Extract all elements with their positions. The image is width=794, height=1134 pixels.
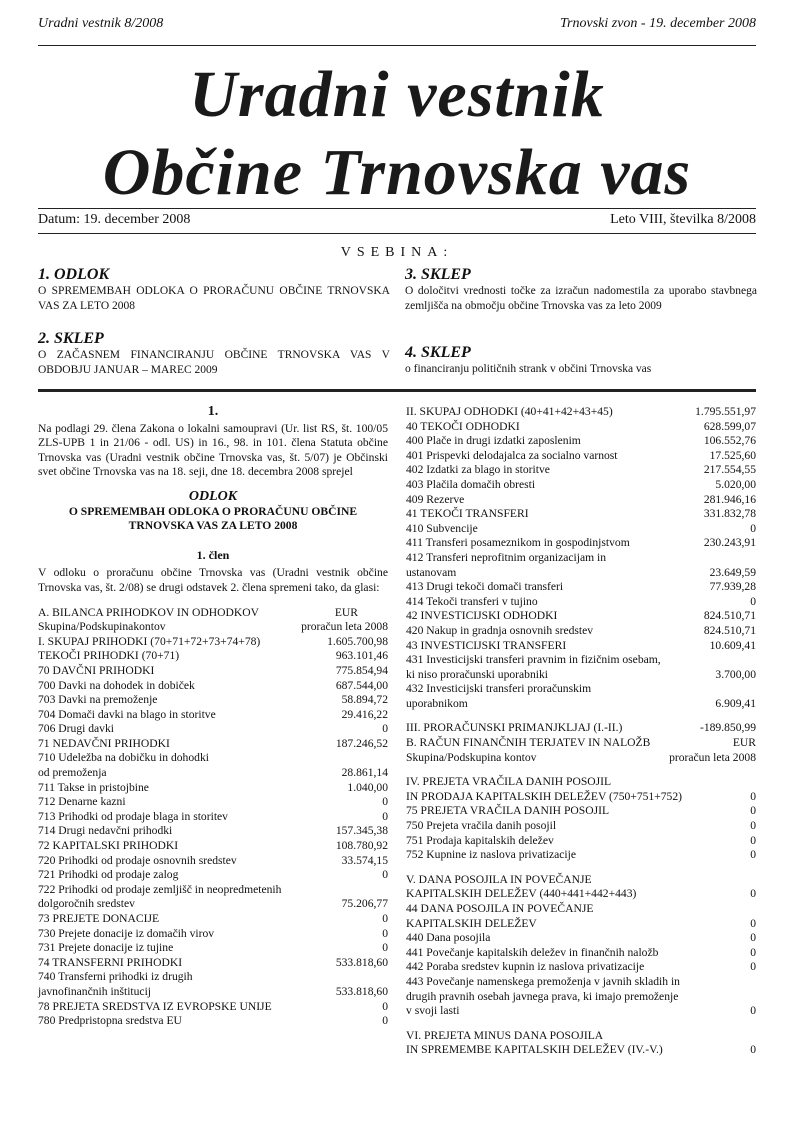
row-value: 217.554,55 (703, 463, 756, 477)
table-row (38, 766, 388, 781)
contents-item-head: 4. SKLEP (405, 344, 471, 361)
row-value: 0 (382, 941, 388, 955)
row-label: 713 Prihodki od prodaje blaga in storitev (38, 809, 228, 823)
row-value: 687.544,00 (335, 678, 388, 692)
row-label: od premoženja (38, 766, 107, 780)
table-row (406, 682, 756, 697)
row-label: 712 Denarne kazni (38, 795, 126, 809)
row-value: 331.832,78 (703, 507, 756, 521)
table-row (406, 668, 756, 683)
row-label: 75 PREJETA VRAČILA DANIH POSOJIL (406, 804, 610, 818)
row-label: IV. PREJETA VRAČILA DANIH POSOJIL (406, 775, 612, 789)
row-value: 108.780,92 (335, 839, 388, 853)
row-label: 71 NEDAVČNI PRIHODKI (38, 736, 170, 750)
clen-title: 1. člen (196, 547, 230, 562)
row-value: -189.850,99 (699, 721, 756, 735)
odlok-title: ODLOK (188, 488, 238, 504)
row-label: 420 Nakup in gradnja osnovnih sredstev (406, 623, 594, 637)
table-row (38, 883, 388, 898)
table-row (38, 970, 388, 985)
table-row (38, 693, 388, 708)
section-a-header (38, 606, 388, 621)
table-row (38, 1000, 388, 1015)
row-value: 0 (750, 819, 756, 833)
table-row (406, 848, 756, 863)
odlok-subtitle: O SPREMEMBAH ODLOKA O PRORAČUNU OBČINE TRNOVSKA VAS ZA LETO 2008 (68, 504, 358, 533)
left-column (38, 405, 388, 1029)
row-value: 77.939,28 (709, 580, 756, 594)
table-row (406, 775, 756, 790)
table-row (406, 697, 756, 712)
table-row (38, 664, 388, 679)
contents-item-text: O ZAČASNEM FINANCIRANJU OBČINE TRNOVSKA VAS V OBDOBJU JANUAR – MAREC 2009 (38, 349, 390, 376)
row-value: 58.894,72 (341, 693, 388, 707)
row-label: 414 Tekoči transferi v tujino (406, 594, 538, 608)
row-value: 281.946,16 (703, 492, 756, 506)
table-row (406, 493, 756, 508)
row-value: 0 (382, 868, 388, 882)
table-row (406, 405, 756, 420)
row-label: KAPITALSKIH DELEŽEV (406, 916, 537, 930)
issue-date: Datum: 19. december 2008 (38, 212, 191, 227)
table-row (406, 902, 756, 917)
section-a-title: A. BILANCA PRIHODKOV IN ODHODKOV (38, 605, 260, 619)
table-row (38, 1014, 388, 1029)
row-value: 824.510,71 (703, 623, 756, 637)
table-row (406, 566, 756, 581)
row-value: 533.818,60 (335, 955, 388, 969)
table-row (38, 751, 388, 766)
contents-rule (38, 389, 756, 392)
masthead-title-line1: Uradni vestnik (189, 58, 605, 131)
contents-item-head: 3. SKLEP (405, 266, 471, 283)
row-label: 44 DANA POSOJILA IN POVEČANJE (406, 902, 594, 915)
row-value: 3.700,00 (715, 667, 756, 681)
right-column (406, 405, 756, 1058)
table-row (406, 609, 756, 624)
row-value: 628.599,07 (703, 419, 756, 433)
table-row (38, 854, 388, 869)
row-value: 0 (750, 931, 756, 945)
row-value: 6.909,41 (715, 696, 756, 710)
table-row (38, 927, 388, 942)
table-row (406, 580, 756, 595)
table-row (38, 679, 388, 694)
table-row (406, 751, 756, 766)
table-row (406, 721, 756, 736)
expenditure-table (406, 405, 756, 711)
section-a-subheader (38, 620, 388, 635)
table-row (406, 917, 756, 932)
row-label: 402 Izdatki za blago in storitve (406, 463, 550, 477)
table-row (38, 737, 388, 752)
row-value: 0 (750, 1043, 756, 1057)
row-label: 413 Drugi tekoči domači transferi (406, 580, 564, 594)
row-label: ki niso proračunski uporabniki (406, 667, 549, 681)
row-value: 5.020,00 (715, 477, 756, 491)
table-row (406, 551, 756, 566)
row-label: 70 DAVČNI PRIHODKI (38, 663, 155, 677)
row-label: 441 Povečanje kapitalskih deležev in finančnih naložb (406, 945, 659, 959)
row-value: 0 (382, 795, 388, 809)
table-row (38, 810, 388, 825)
masthead-rule (38, 208, 756, 209)
header-rule (38, 45, 756, 46)
row-value: 533.818,60 (335, 984, 388, 998)
table-row (38, 868, 388, 883)
row-label: VI. PREJETA MINUS DANA POSOJILA (406, 1028, 604, 1042)
row-label: III. PRORAČUNSKI PRIMANJKLJAJ (I.-II.) (406, 721, 623, 735)
table-row (38, 912, 388, 927)
row-label: 721 Prihodki od prodaje zalog (38, 868, 179, 882)
deficit-table (406, 721, 756, 765)
row-label: 750 Prejeta vračila danih posojil (406, 819, 557, 833)
contents-item (405, 266, 757, 314)
row-label: V. DANA POSOJILA IN POVEČANJE (406, 872, 592, 886)
row-value: 775.854,94 (335, 663, 388, 677)
row-label: 403 Plačila domačih obresti (406, 477, 536, 491)
row-value: 106.552,76 (703, 434, 756, 448)
row-value: 0 (750, 833, 756, 847)
contents-item (38, 330, 390, 378)
table-row (38, 956, 388, 971)
table-row (406, 595, 756, 610)
row-label: 714 Drugi nedavčni prihodki (38, 824, 173, 838)
row-label: 722 Prihodki od prodaje zemljišč in neopredmetenih (38, 882, 282, 896)
row-label: 78 PREJETA SREDSTVA IZ EVROPSKE UNIJE (38, 999, 272, 1013)
row-value: 1.795.551,97 (695, 405, 756, 418)
table-row (406, 624, 756, 639)
row-label: IN PRODAJA KAPITALSKIH DELEŽEV (750+751+752) (406, 789, 683, 803)
row-value: 0 (750, 887, 756, 901)
contents-item-head: 2. SKLEP (38, 330, 104, 347)
section-a-group: Skupina/Podskupinakontov (38, 620, 166, 634)
table-row (38, 635, 388, 650)
table-row (38, 824, 388, 839)
row-value: 0 (750, 1004, 756, 1018)
row-value: 1.040,00 (347, 780, 388, 794)
section-a-currency: EUR (334, 605, 358, 619)
row-label: 706 Drugi davki (38, 722, 114, 736)
row-value: 0 (750, 916, 756, 930)
row-label: 703 Davki na premoženje (38, 693, 158, 707)
contents-item (405, 344, 757, 377)
row-value: 157.345,38 (335, 824, 388, 838)
row-value: 0 (750, 594, 756, 608)
article-number: 1. (207, 404, 219, 419)
row-value: 0 (382, 912, 388, 925)
row-value: 0 (382, 722, 388, 736)
row-label: drugih pravnih osebah javnega prava, ki imajo premoženje (406, 989, 679, 1003)
row-label: 443 Povečanje namenskega premoženja v javnih skladih in (406, 974, 680, 988)
row-label: 780 Predpristopna sredstva EU (38, 1014, 182, 1028)
row-value: proračun leta 2008 (669, 750, 756, 764)
row-value: 10.609,41 (709, 638, 756, 652)
row-label: Skupina/Podskupina kontov (406, 750, 537, 764)
row-value: 29.416,22 (341, 707, 388, 721)
row-label: IN SPREMEMBE KAPITALSKIH DELEŽEV (IV.-V.) (406, 1043, 663, 1057)
row-label: B. RAČUN FINANČNIH TERJATEV IN NALOŽB (406, 736, 651, 750)
table-row (406, 790, 756, 805)
row-label: v svoji lasti (406, 1004, 460, 1018)
table-row (38, 708, 388, 723)
row-label: 700 Davki na dohodek in dobiček (38, 678, 195, 692)
contents-heading: VSEBINA: (340, 245, 454, 260)
table-row (406, 819, 756, 834)
table-row (38, 897, 388, 912)
row-value: 75.206,77 (341, 897, 388, 911)
row-value: 963.101,46 (335, 649, 388, 663)
row-value: 33.574,15 (341, 853, 388, 867)
row-value: EUR (732, 736, 756, 750)
table-row (406, 834, 756, 849)
row-label: 711 Takse in pristojbine (38, 780, 149, 794)
table-row (406, 990, 756, 1005)
row-value: 28.861,14 (341, 766, 388, 780)
table-row (406, 736, 756, 751)
running-header-right: Trnovski zvon - 19. december 2008 (560, 16, 756, 31)
table-row (406, 1043, 756, 1058)
row-value: 230.243,91 (703, 536, 756, 550)
table-row (38, 722, 388, 737)
row-label: 74 TRANSFERNI PRIHODKI (38, 955, 183, 969)
table-row (406, 887, 756, 902)
row-label: 400 Plače in drugi izdatki zaposlenim (406, 434, 581, 448)
row-label: TEKOČI PRIHODKI (70+71) (38, 649, 180, 663)
table-row (406, 434, 756, 449)
revenue-table (38, 635, 388, 1029)
row-value: 0 (750, 945, 756, 959)
table-row (406, 507, 756, 522)
row-label: 410 Subvencije (406, 521, 478, 535)
contents-item (38, 266, 390, 314)
row-label: 43 INVESTICIJSKI TRANSFERI (406, 638, 567, 652)
row-value: 0 (750, 848, 756, 862)
table-row (406, 946, 756, 961)
row-value: 0 (382, 999, 388, 1013)
table-row (406, 449, 756, 464)
row-label: 730 Prejete donacije iz domačih virov (38, 926, 215, 940)
table-row (38, 649, 388, 664)
row-label: 412 Transferi neprofitnim organizacijam in (406, 550, 607, 564)
contents-item-text: O SPREMEMBAH ODLOKA O PRORAČUNU OBČINE TRNOVSKA VAS ZA LETO 2008 (38, 285, 390, 312)
row-label: 731 Prejete donacije iz tujine (38, 941, 174, 955)
table-row (406, 975, 756, 990)
meta-rule (38, 233, 756, 234)
row-label: javnofinančnih inštitucij (38, 984, 152, 998)
row-label: 409 Rezerve (406, 492, 465, 506)
row-value: 0 (750, 804, 756, 818)
running-header-left: Uradni vestnik 8/2008 (38, 16, 164, 31)
table-row (406, 653, 756, 668)
table-row (406, 536, 756, 551)
row-value: 0 (750, 960, 756, 974)
contents-item-text: o financiranju političnih strank v občini Trnovska vas (405, 363, 652, 375)
row-value: 17.525,60 (709, 448, 756, 462)
row-label: 401 Prispevki delodajalca za socialno varnost (406, 448, 618, 462)
row-label: II. SKUPAJ ODHODKI (40+41+42+43+45) (406, 405, 613, 418)
contents-item-head: 1. ODLOK (38, 266, 110, 283)
row-value: 0 (382, 809, 388, 823)
row-label: 411 Transferi posameznikom in gospodinjstvom (406, 536, 630, 550)
table-row (38, 795, 388, 810)
row-value: 0 (382, 926, 388, 940)
table-row (406, 960, 756, 975)
table-row (38, 941, 388, 956)
row-label: 73 PREJETE DONACIJE (38, 912, 160, 925)
table-row (406, 1029, 756, 1044)
row-label: 752 Kupnine iz naslova privatizacije (406, 848, 576, 862)
masthead-title-line2: Občine Trnovska vas (102, 136, 692, 209)
row-label: 740 Transferni prihodki iz drugih (38, 970, 193, 984)
row-value: 1.605.700,98 (327, 634, 388, 648)
row-label: 432 Investicijski transferi proračunskim (406, 682, 592, 696)
table-row (406, 873, 756, 888)
table-row (406, 1004, 756, 1019)
row-label: KAPITALSKIH DELEŽEV (440+441+442+443) (406, 887, 637, 901)
row-label: I. SKUPAJ PRIHODKI (70+71+72+73+74+78) (38, 634, 261, 648)
table-row (38, 839, 388, 854)
table-row (406, 804, 756, 819)
row-label: ustanovam (406, 565, 457, 579)
row-label: 431 Investicijski transferi pravnim in fizičnim osebam, (406, 653, 661, 667)
table-row (406, 478, 756, 493)
table-row (406, 463, 756, 478)
row-label: 440 Dana posojila (406, 931, 491, 945)
table-row (38, 781, 388, 796)
row-value: 0 (750, 521, 756, 535)
loans-returned-table (406, 775, 756, 863)
article-intro: Na podlagi 29. člena Zakona o lokalni samoupravi (Ur. list RS, št. 100/05 ZLS-UPB 1 in 21/06 - odl. US) in 16., 98. in 101. člena Statuta občine Trnovska vas (Uradni vestnik občine Trnovska vas, št. 5/07) je Občinski svet občine Trnovska vas na 18. seji, dne 18. decembra 2008 sprejel (38, 421, 388, 479)
loans-balance-table (406, 1029, 756, 1058)
row-label: 42 INVESTICIJSKI ODHODKI (406, 609, 558, 623)
row-label: 40 TEKOČI ODHODKI (406, 419, 520, 433)
row-label: dolgoročnih sredstev (38, 897, 135, 911)
table-row (406, 931, 756, 946)
clen-text: V odloku o proračunu občine Trnovska vas (Uradni vestnik občine Trnovska vas, št. 2/08) se drugi odstavek 2. člena spremeni tako, da glasi: (38, 566, 388, 594)
loans-given-table (406, 873, 756, 1019)
row-label: 704 Domači davki na blago in storitve (38, 707, 216, 721)
row-value: 0 (382, 1014, 388, 1028)
table-row (38, 985, 388, 1000)
table-row (406, 639, 756, 654)
issue-number: Leto VIII, številka 8/2008 (610, 212, 756, 227)
row-value: 824.510,71 (703, 609, 756, 623)
row-value: 23.649,59 (709, 565, 756, 579)
row-label: 442 Poraba sredstev kupnin iz naslova privatizacije (406, 960, 645, 974)
section-a-budget: proračun leta 2008 (301, 620, 388, 634)
table-row (406, 420, 756, 435)
row-label: 751 Prodaja kapitalskih deležev (406, 833, 554, 847)
contents-item-text: O določitvi vrednosti točke za izračun nadomestila za uporabo stavbnega zemljišča na območju občine Trnovska vas za leto 2009 (405, 285, 757, 312)
row-label: uporabnikom (406, 696, 468, 710)
row-value: 0 (750, 789, 756, 803)
table-row (406, 522, 756, 537)
row-label: 710 Udeležba na dobičku in dohodki (38, 751, 209, 765)
row-label: 720 Prihodki od prodaje osnovnih sredstev (38, 853, 237, 867)
row-label: 41 TEKOČI TRANSFERI (406, 507, 529, 521)
row-value: 187.246,52 (335, 736, 388, 750)
row-label: 72 KAPITALSKI PRIHODKI (38, 839, 179, 853)
